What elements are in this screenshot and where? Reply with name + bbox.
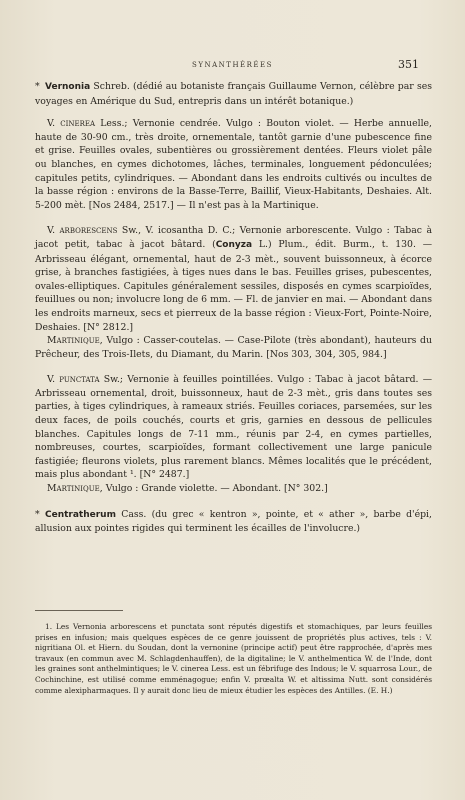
genus-reference: Conyza (215, 239, 253, 250)
locality-label: Martinique (47, 335, 100, 347)
running-title: SYNANTHÉRÉES (192, 61, 273, 69)
locality-text: , Vulgo : Grande violette. — Abondant. [N° 302.] (99, 483, 328, 495)
genus-description: Cass. (du grec « kentron », pointe, et « ather », barbe d'épi, allusion aux pointes rigides qui terminent les écailles de l'involucre.) (35, 508, 432, 535)
species-name: V. arborescens (47, 225, 118, 237)
martinique-note (35, 482, 432, 496)
species-arborescens-entry (35, 224, 432, 334)
species-name: V. cinerea (47, 118, 96, 130)
genus-name: Vernonia (45, 82, 91, 92)
species-description: Sw.; Vernonie à feuilles pointillées. Vulgo : Tabac à jacot bâtard. — Arbrisseau ornemental, droit, buissonneux, haut de 2-3 mèt., gris dans toutes ses parties, à tiges cylindriques, à rameaux striés. Feuilles coriaces, parsemées, sur les deux faces, de poils couchés, courts et gris, garnies en dessous de pellicules blanches. Capitules longs de 7-11 mm., réunis par 2-4, en cymes partielles, nombreuses, courtes, scarpioïdes, formant collectivement une large panicule fastigiée; fleurons violets, plus rarement blancs. Mêmes localités que le précédent, mais plus abondant ¹. [N° 2487.] (35, 374, 432, 481)
page-number: 351 (398, 58, 419, 71)
page-body (35, 80, 432, 536)
bullet-mark: * (35, 81, 40, 92)
genus-vernonia-entry (35, 80, 432, 108)
genus-description: Schreb. (dédié au botaniste français Guillaume Vernon, célèbre par ses voyages en Amérique du Sud, entrepris dans un intérêt botanique.) (35, 81, 432, 107)
species-punctata-entry (35, 373, 432, 482)
locality-text: , Vulgo : Casser-coutelas. — Case-Pilote (très abondant), hauteurs du Prêcheur, des Trois-Ilets, du Diamant, du Marin. [Nos 303, 304, 305, 984.] (35, 335, 432, 360)
species-name: V. punctata (47, 374, 100, 386)
footnote: 1. Les Vernonia arborescens et punctata sont réputés digestifs et stomachiques, par leurs feuilles prises en infusion; mais quelques espèces de ce genre jouissent de propriétés plus actives, tels : V. nigritiana Ol. et Hiern. du Soudan, dont la vernonine (principe actif) peut être rapprochée, d'après mes travaux (en commun avec M. Schlagdenhauffen), de la digitaline; le V. anthelmentica W. de l'Inde, dont les graines sont anthelmintiques; le V. cinerea Less. est un fébrifuge des Indous; le V. squarrosa Lour., de Cochinchine, est utilisé comme emménagogue; enfin V. prœalta W. et altissima Nutt. sont considérés comme alexipharmaques. Il y aurait donc lieu de mieux étudier les espèces des Antilles. (E. H.) (35, 622, 432, 695)
bullet-mark: * (35, 508, 40, 520)
species-description-cont: L.) Plum., édit. Burm., t. 130. — Arbrisseau élégant, ornemental, haut de 2-3 mèt., souvent buissonneux, à écorce grise, à branches fastigiées, à tiges nues dans le bas. Feuilles grises, pubescentes, ovales-elliptiques. Capitules généralement sessiles, disposés en cymes scarpioïdes, feuillues ou non; involucre long de 6 mm. — Fl. de janvier en mai. — Abondant dans les endroits marneux, secs et pierreux de la basse région : Vieux-Fort, Pointe-Noire, Deshaies. [N° 2812.] (35, 238, 432, 333)
footnote-divider (35, 610, 123, 611)
species-description: Sw., V. icosantha D. C.; Vernonie arborescente. Vulgo : Tabac à jacot petit, tabac à jacot bâtard. ( (35, 225, 433, 250)
genus-name: Centratherum (45, 509, 116, 520)
locality-label: Martinique (47, 483, 100, 495)
species-cinerea-entry (35, 117, 432, 212)
genus-centratherum-entry (35, 508, 432, 536)
species-description: Less.; Vernonie cendrée. Vulgo : Bouton violet. — Herbe annuelle, haute de 30-90 cm., très droite, ornementale, tantôt garnie d'une pubescence fine et grise. Feuilles ovales, subentières ou grossièrement dentées. Fleurs violet pâle ou blanches, en cymes dichotomes, lâches, terminales, longuement pédonculées; capitules petits, cylindriques. — Abondant dans les endroits cultivés ou incultes de la basse région : environs de la Basse-Terre, Baillif, Vieux-Habitants, Deshaies. Alt. 5-200 mèt. [Nos 2484, 2517.] — Il n'est pas à la Martinique. (35, 118, 432, 211)
martinique-note (35, 334, 432, 361)
page-header (0, 60, 465, 76)
